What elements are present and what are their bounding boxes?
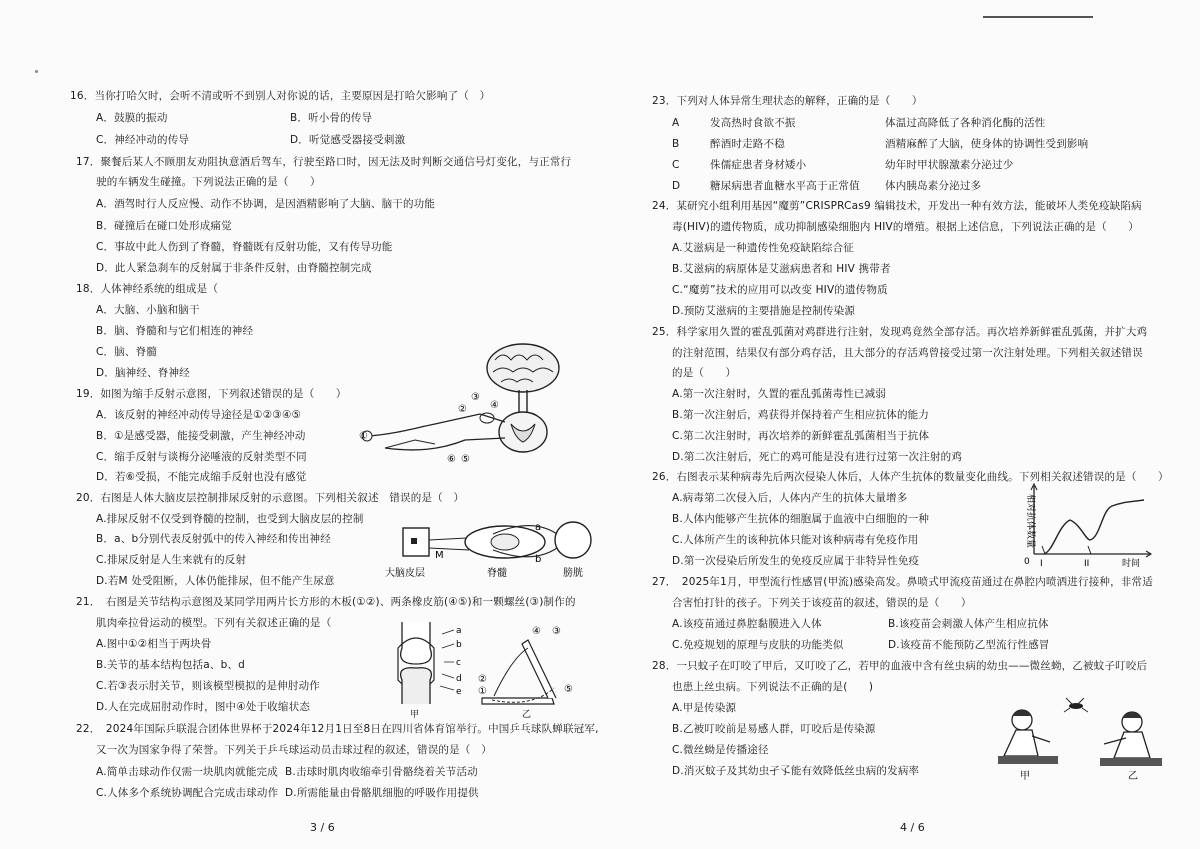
q18-option-b: B．脑、脊髓和与它们相连的神经: [96, 325, 254, 337]
q21-option-c: C.若③表示肘关节，则该模型模拟的是伸肘动作: [96, 680, 320, 692]
q25-stem-line3: 的是（ ）: [672, 367, 737, 379]
label-bladder: 膀胱: [563, 568, 583, 579]
q25-option-b: B.第一次注射后，鸡获得并保持着产生相应抗体的能力: [672, 409, 930, 421]
origin-label: 0: [1024, 557, 1030, 567]
joint-label-d: d: [456, 674, 462, 684]
time-mark-1: I: [1040, 559, 1043, 569]
joint-label-a: a: [456, 626, 462, 636]
reflex-label-4: ④: [490, 400, 499, 411]
q25-option-d: D.第二次注射后，死亡的鸡可能是没有进行过第一次注射的鸡: [672, 451, 963, 463]
label-spinal-cord: 脊髓: [487, 568, 507, 579]
q22-option-d: D.所需能量由骨骼肌细胞的呼吸作用提供: [285, 787, 479, 799]
q17-option-a: A．酒驾时行人反应慢、动作不协调，是因酒精影响了大脑、脑干的功能: [96, 198, 436, 210]
fig-label-yi: 乙: [522, 710, 532, 720]
model-label-4: ④: [532, 626, 541, 637]
q27-stem-line2: 合害怕打针的孩子。下列关于该疫苗的叙述，错误的是（ ）: [672, 597, 972, 609]
q23-row-c-reason: 幼年时甲状腺激素分泌过少: [885, 159, 1014, 171]
q27-option-d: D.该疫苗不能预防乙型流行性感冒: [888, 639, 1050, 651]
q24-stem-line2: 毒(HIV)的遗传物质，成功抑制感染细胞内 HIV的增殖。根据上述信息，下列说法正确的是（ ）: [672, 221, 1139, 233]
q21-stem-line1: 21． 右图是关节结构示意图及某同学用两片长方形的木板(①②)、两条橡皮筋(④⑤)和一颗螺丝(③)制作的: [76, 596, 576, 608]
q25-option-c: C.第二次注射时，再次培养的新鲜霍乱弧菌相当于抗体: [672, 430, 930, 442]
q20-option-d: D.若M 处受阻断，人体仍能排尿，但不能产生尿意: [96, 575, 335, 587]
fig-label-jia: 甲: [410, 710, 420, 720]
mosquito-bite-figure: [992, 690, 1172, 782]
q28-option-b: B.乙被叮咬前是易感人群，叮咬后是传染源: [672, 723, 876, 735]
q17-option-c: C．事故中此人伤到了脊髓，脊髓既有反射功能，又有传导功能: [96, 241, 393, 253]
model-label-5: ⑤: [564, 684, 573, 695]
label-b: b: [535, 554, 542, 565]
q23-row-b-state: 醉酒时走路不稳: [710, 138, 785, 150]
q23-row-a-state: 发高热时食欲不振: [710, 117, 796, 129]
q17-stem-line1: 17．聚餐后某人不顾朋友劝阻执意酒后驾车，行驶至路口时，因无法及时判断交通信号灯变化，与正常行: [76, 156, 572, 168]
q20-option-c: C.排尿反射是人生来就有的反射: [96, 554, 247, 566]
q24-option-d: D.预防艾滋病的主要措施是控制传染源: [672, 305, 856, 317]
person-label-yi: 乙: [1128, 771, 1138, 782]
q25-stem-line1: 25．科学家用久置的霍乱弧菌对鸡群进行注射，发现鸡竟然全部存活。再次培养新鲜霍乱弧菌，并扩大鸡: [652, 326, 1148, 338]
reflex-label-5: ⑤: [461, 454, 470, 465]
antibody-curve: [1044, 500, 1144, 554]
q23-row-a-opt: A: [672, 117, 680, 129]
q27-stem-line1: 27． 2025年1月，甲型流行性感冒(甲流)感染高发。鼻喷式甲流疫苗通过在鼻腔内喷洒进行接种，非常适: [652, 576, 1153, 588]
reflex-label-3: ③: [471, 392, 480, 403]
q23-row-b-opt: B: [672, 138, 680, 150]
q23-row-d-state: 糖尿病患者血糖水平高于正常值: [710, 180, 860, 192]
q24-stem-line1: 24．某研究小组利用基因“魔剪”CRISPRCas9 编辑技术，开发出一种有效方法，能破坏人类免疫缺陷病: [652, 200, 1142, 212]
spinal-cord-section: [480, 412, 547, 452]
q22-option-b: B.击球时肌肉收缩牵引骨骼绕着关节活动: [285, 766, 478, 778]
q24-option-c: C.“魔剪”技术的应用可以改变 HIV的遗传物质: [672, 284, 888, 296]
q19-stem: 19．如图为缩手反射示意图，下列叙述错误的是（ ）: [76, 388, 347, 400]
q23-row-b-reason: 酒精麻醉了大脑，使身体的协调性受到影响: [885, 138, 1089, 150]
reflex-arc-figure: [355, 340, 575, 470]
person-label-jia: 甲: [1020, 771, 1030, 782]
q20-stem: 20．右图是人体大脑皮层控制排尿反射的示意图。下列相关叙述 错误的是（ ）: [76, 492, 465, 504]
q17-stem-line2: 驶的车辆发生碰撞。下列说法正确的是（ ）: [96, 176, 321, 188]
q19-option-a: A．该反射的神经冲动传导途径是①②③④⑤: [96, 409, 302, 421]
q18-stem: 18．人体神经系统的组成是（: [76, 283, 219, 295]
q22-stem-line2: 又一次为国家争得了荣誉。下列关于乒乓球运动员击球过程的叙述，错误的是（ ）: [96, 744, 492, 756]
q20-option-b: B．a、b分别代表反射弧中的传入神经和传出神经: [96, 533, 331, 545]
q28-stem-line1: 28．一只蚊子在叮咬了甲后，又叮咬了乙，若甲的血液中含有丝虫病的幼虫——微丝蚴，乙被蚊子叮咬后: [652, 660, 1148, 672]
page-number-4: 4 / 6: [900, 821, 925, 834]
q25-stem-line2: 的注射范围，结果仅有部分鸡存活，且大部分的存活鸡曾接受过第一次注射处理。下列相关叙述错误: [672, 347, 1143, 359]
q19-option-c: C．缩手反射与谈梅分泌唾液的反射类型不同: [96, 451, 307, 463]
reflex-label-2: ②: [458, 404, 467, 415]
q16-option-c: C．神经冲动的传导: [96, 134, 190, 146]
q27-option-a: A.该疫苗通过鼻腔黏膜进入人体: [672, 618, 822, 630]
joint-label-e: e: [456, 687, 462, 697]
q27-option-b: B.该疫苗会刺激人体产生相应抗体: [888, 618, 1049, 630]
joint-label-c: c: [456, 658, 461, 668]
page-number-3: 3 / 6: [310, 821, 335, 834]
mosquito-drawing: [1064, 698, 1088, 712]
q25-option-a: A.第一次注射时，久置的霍乱弧菌毒性已减弱: [672, 388, 887, 400]
q26-option-d: D.第一次侵染后所发生的免疫反应属于非特异性免疫: [672, 555, 920, 567]
q28-option-c: C.微丝蚴是传播途径: [672, 744, 769, 756]
y-axis-label: 相对抗体数量: [1025, 494, 1035, 549]
reflex-label-1: ①: [359, 431, 368, 442]
q28-stem-line2: 也患上丝虫病。下列说法不正确的是( ): [672, 681, 874, 693]
q23-stem: 23．下列对人体异常生理状态的解释，正确的是（ ）: [652, 95, 923, 107]
q20-option-a: A.排尿反射不仅受到脊髓的控制，也受到大脑皮层的控制: [96, 513, 364, 525]
q16-option-a: A．鼓膜的振动: [96, 112, 168, 124]
q26-option-a: A.病毒第二次侵入后，人体内产生的抗体大量增多: [672, 492, 908, 504]
q18-option-d: D．脑神经、脊神经: [96, 367, 190, 379]
exam-page-4: [600, 0, 1200, 849]
q23-row-a-reason: 体温过高降低了各种消化酶的活性: [885, 117, 1046, 129]
q23-row-c-state: 侏儒症患者身材矮小: [710, 159, 807, 171]
q28-option-a: A.甲是传染源: [672, 702, 737, 714]
q24-option-b: B.艾滋病的病原体是艾滋病患者和 HIV 携带者: [672, 263, 891, 275]
joint-label-b: b: [456, 640, 462, 650]
q23-row-c-opt: C: [672, 159, 680, 171]
q18-option-c: C．脑、脊髓: [96, 346, 158, 358]
label-m: M: [435, 550, 444, 561]
q19-option-b: B．①是感受器，能接受刺激，产生神经冲动: [96, 430, 306, 442]
antibody-curve-figure: [1018, 480, 1160, 572]
q26-stem: 26．右图表示某种病毒先后两次侵染人体后，人体产生抗体的数量变化曲线。下列相关叙述错误的是（ ）: [652, 471, 1169, 483]
q23-row-d-opt: D: [672, 180, 681, 192]
urination-reflex-figure: [385, 500, 600, 580]
x-axis-label: 时间: [1122, 559, 1141, 569]
q23-row-d-reason: 体内胰岛素分泌过多: [885, 180, 982, 192]
model-label-2: ②: [478, 674, 487, 685]
q21-option-d: D.人在完成屈肘动作时，图中④处于收缩状态: [96, 701, 311, 713]
q21-option-b: B.关节的基本结构包括a、b、d: [96, 659, 246, 671]
q22-stem-line1: 22． 2024年国际乒联混合团体世界杯于2024年12月1日至8日在四川省体育馆举行。中国乒乓球队蝉联冠军,: [76, 723, 599, 735]
q16-option-d: D．听觉感受器接受刺激: [290, 134, 406, 146]
q17-option-d: D．此人紧急刹车的反射属于非条件反射，由脊髓控制完成: [96, 262, 372, 274]
joint-model-figure: [382, 618, 582, 720]
person-jia-drawing: [998, 710, 1058, 764]
q19-option-d: D．若⑥受损，不能完成缩手反射也没有感觉: [96, 471, 307, 483]
q18-option-a: A．大脑、小脑和脑干: [96, 304, 200, 316]
joint-structure-drawing: [398, 622, 454, 704]
q22-option-a: A.简单击球动作仅需一块肌肉就能完成: [96, 766, 278, 778]
model-label-3: ③: [552, 626, 561, 637]
q17-option-b: B．碰撞后在碰口处形成痛觉: [96, 220, 232, 232]
q26-option-b: B.人体内能够产生抗体的细胞属于血液中白细胞的一种: [672, 513, 930, 525]
label-a: a: [535, 522, 542, 533]
model-label-1: ①: [478, 686, 487, 697]
q26-option-c: C.人体所产生的该种抗体只能对该种病毒有免疫作用: [672, 534, 919, 546]
q28-option-d: D.消灭蚊子及其幼虫孑孓能有效降低丝虫病的发病率: [672, 765, 920, 777]
time-mark-2: II: [1084, 559, 1090, 569]
reflex-label-6: ⑥: [447, 454, 456, 465]
person-yi-drawing: [1100, 712, 1162, 766]
q27-option-c: C.免疫规划的原理与皮肤的功能类似: [672, 639, 844, 651]
q21-stem-line2: 肌肉牵拉骨运动的模型。下列有关叙述正确的是（: [96, 617, 332, 629]
q16-option-b: B．听小骨的传导: [290, 112, 373, 124]
muscle-model-drawing: [482, 640, 556, 704]
bladder-circle: [555, 522, 591, 558]
q24-option-a: A.艾滋病是一种遗传性免疫缺陷综合征: [672, 242, 854, 254]
q16-stem: 16．当你打哈欠时，会听不清或听不到别人对你说的话，主要原因是打哈欠影响了（ ）: [70, 90, 491, 102]
q21-option-a: A.图中①②相当于两块骨: [96, 638, 212, 650]
q22-option-c: C.人体多个系统协调配合完成击球动作: [96, 787, 279, 799]
label-cortex: 大脑皮层: [385, 568, 425, 579]
